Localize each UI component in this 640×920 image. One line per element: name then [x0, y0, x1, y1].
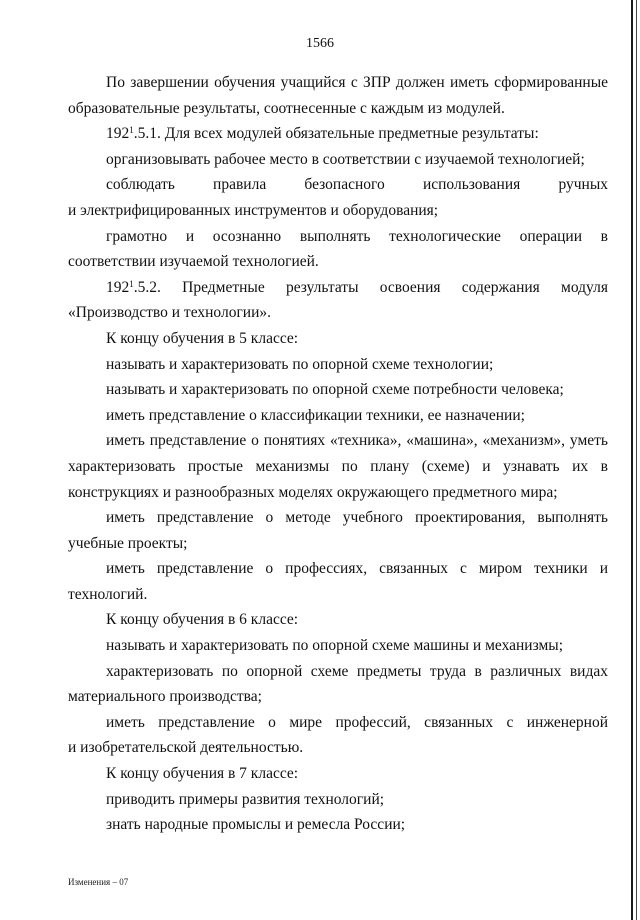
paragraph: грамотно и осознанно выполнять технологические операции в соответствии изучаемой технологией. [68, 227, 608, 271]
grade-heading: К концу обучения в 6 классе: [106, 611, 299, 629]
footer-revision-note: Изменения – 07 [68, 877, 129, 887]
page-border [631, 0, 633, 920]
list-item: знать народные промыслы и ремесла России; [106, 816, 406, 834]
paragraph: организовывать рабочее место в соответствии с изучаемой технологией; [106, 150, 585, 168]
paragraph-section-192-5-2 [68, 275, 608, 326]
list-item: иметь представление о профессиях, связанных с миром техники и технологий. [68, 560, 608, 603]
page-border-inner [636, 0, 637, 920]
paragraph-continuation: и электрифицированных инструментов и оборудования; [68, 201, 439, 219]
paragraph: По завершении обучения учащийся с ЗПР должен иметь сформированные образовательные результаты, соотнесенные с каждым из модулей. [68, 74, 608, 117]
section-text: .5.2. Предметные результаты освоения содержания модуля «Производство и технологии». [68, 278, 608, 322]
list-item: иметь представление о методе учебного проектирования, выполнять учебные проекты; [68, 509, 608, 552]
section-number: 192 [106, 125, 130, 143]
list-item: называть и характеризовать по опорной схеме потребности человека; [106, 381, 564, 399]
paragraph-continuation: и изобретательской деятельностью. [68, 739, 304, 757]
section-superscript: 1 [129, 278, 134, 289]
list-item: приводить примеры развития технологий; [106, 790, 385, 808]
paragraph: соблюдать правила безопасного использования ручных [106, 176, 608, 194]
paragraph-section-192-5-1 [68, 121, 608, 147]
section-number: 192 [106, 278, 130, 296]
grade-heading: К концу обучения в 7 классе: [106, 765, 299, 783]
grade-heading: К концу обучения в 5 классе: [106, 329, 299, 347]
page-number: 1566 [306, 36, 334, 51]
section-superscript: 1 [129, 125, 134, 136]
list-item: называть и характеризовать по опорной схеме машины и механизмы; [106, 637, 564, 655]
list-item: иметь представление о понятиях «техника», «машина», «механизм», уметь характеризовать простые механизмы по плану (схеме) и узнавать их в конструкциях и разнообразных моделях окружающего предметного мира; [68, 432, 608, 501]
list-item: называть и характеризовать по опорной схеме технологии; [106, 355, 494, 373]
list-item: иметь представление о мире профессий, связанных с инженерной [106, 713, 608, 731]
document-body [68, 70, 608, 838]
section-text: .5.1. Для всех модулей обязательные предметные результаты: [133, 125, 539, 143]
list-item: иметь представление о классификации техники, ее назначении; [106, 406, 525, 424]
list-item: характеризовать по опорной схеме предметы труда в различных видах материального производства; [68, 662, 608, 706]
